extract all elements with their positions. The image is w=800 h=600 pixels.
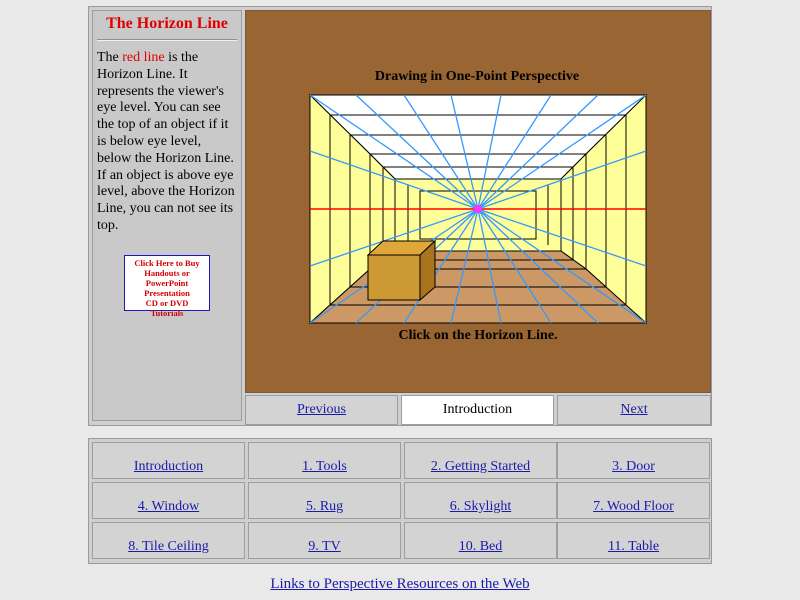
sidebar [92, 10, 242, 421]
buy-line: PowerPoint Presentation [144, 277, 190, 298]
footer [0, 576, 800, 593]
lesson-cell [248, 522, 401, 559]
back-wall-inner [420, 191, 536, 239]
perspective-box [368, 241, 435, 300]
lesson-link-tile-ceiling[interactable]: 8. Tile Ceiling [128, 539, 209, 554]
lesson-link-tv[interactable]: 9. TV [308, 539, 341, 554]
red-line-word: red line [122, 50, 165, 65]
lesson-cell [557, 482, 710, 519]
drawing-title: Drawing in One-Point Perspective [374, 69, 580, 84]
lesson-cell [92, 522, 245, 559]
lesson-link-introduction[interactable]: Introduction [133, 459, 204, 474]
lessons-table [88, 438, 712, 564]
resources-link[interactable]: Links to Perspective Resources on the Web [270, 576, 530, 592]
lesson-cell [92, 442, 245, 479]
lesson-link-table[interactable]: 11. Table [607, 539, 660, 554]
buy-tutorials-link[interactable] [124, 255, 210, 318]
buy-line: CD or DVD [145, 297, 189, 308]
navigation-row [245, 393, 711, 425]
lesson-link-getting-started[interactable]: 2. Getting Started [430, 459, 531, 474]
current-page-label: Introduction [442, 402, 513, 417]
lesson-cell [248, 442, 401, 479]
lesson-link-tools[interactable]: 1. Tools [302, 459, 347, 474]
lesson-cell [404, 482, 557, 519]
description-text-start: The [97, 50, 123, 65]
lesson-cell [404, 522, 557, 559]
lesson-link-wood-floor[interactable]: 7. Wood Floor [593, 499, 674, 514]
previous-link[interactable]: Previous [297, 402, 346, 417]
lesson-cell [92, 482, 245, 519]
nav-next-cell [557, 395, 711, 425]
lesson-cell [248, 482, 401, 519]
sidebar-title: The Horizon Line [97, 15, 237, 40]
nav-previous-cell [245, 395, 398, 425]
buy-line: Handouts or [144, 267, 190, 278]
instruction-text: Click on the Horizon Line. [398, 328, 558, 343]
lesson-link-rug[interactable]: 5. Rug [305, 499, 344, 514]
buy-line: Click Here to Buy [134, 257, 200, 268]
lesson-table [88, 6, 712, 426]
next-link[interactable]: Next [620, 402, 648, 417]
lesson-link-door[interactable]: 3. Door [612, 459, 655, 474]
lesson-link-bed[interactable]: 10. Bed [458, 539, 503, 554]
lesson-cell [557, 442, 710, 479]
lesson-link-skylight[interactable]: 6. Skylight [449, 499, 512, 514]
buy-line: Tutorials [150, 307, 184, 318]
drawing-panel [245, 10, 711, 393]
vanishing-point [474, 205, 482, 213]
floor [310, 269, 646, 323]
sidebar-description [97, 50, 237, 235]
lesson-link-window[interactable]: 4. Window [137, 499, 200, 514]
perspective-drawing [246, 11, 710, 392]
lesson-cell [404, 442, 557, 479]
description-text-rest: is the Horizon Line. It represents the viewer's eye level. You can see the top of an object if it is below eye level, below the Horizon Line. If an object is above eye level, above the Horizon Line, you can not see its top. [97, 50, 235, 233]
nav-current-cell [401, 395, 554, 425]
lesson-cell [557, 522, 710, 559]
